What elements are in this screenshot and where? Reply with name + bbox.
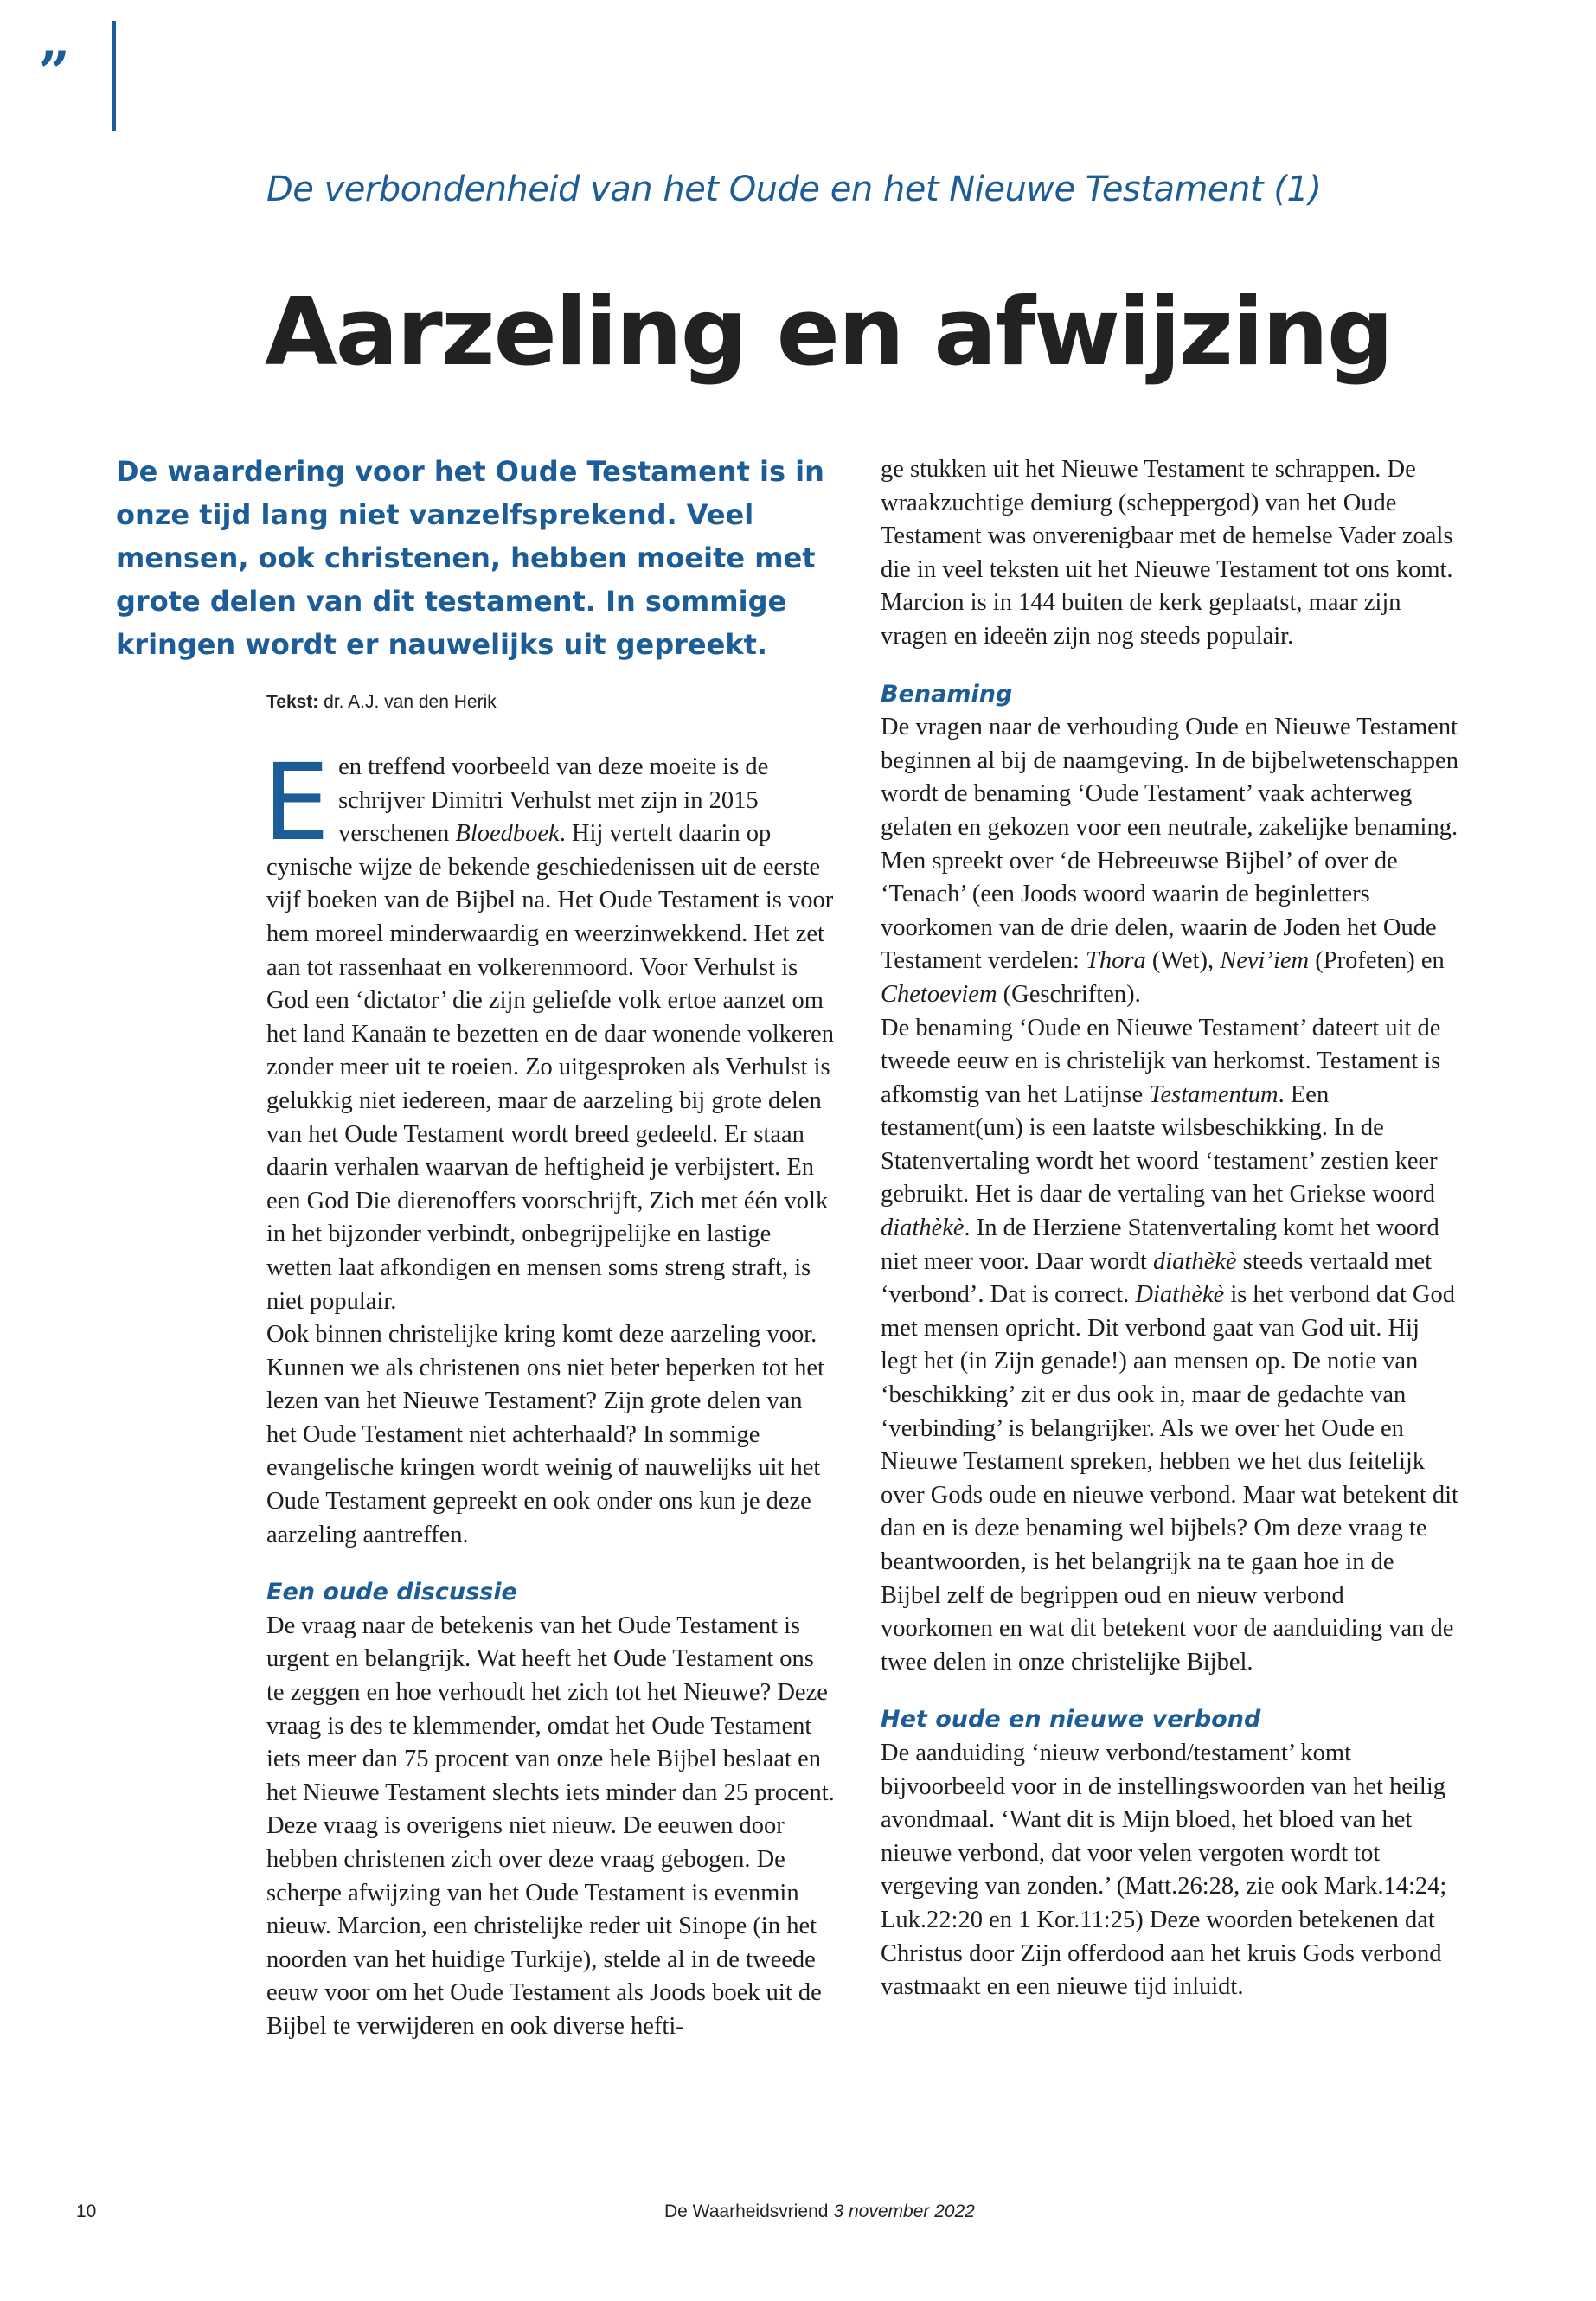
body-paragraph (881, 1012, 1460, 1680)
paragraph-text: . Een testament(um) is een laatste wilsbeschikking. In de Statenvertaling wordt het woord ‘testament’ zestien keer gebruikt. Het is daar de vertaling van het Griekse woord (881, 1080, 1438, 1208)
body-paragraph (263, 741, 837, 1318)
term: Diathèkè (1135, 1281, 1225, 1309)
lead-paragraph: De waardering voor het Oude Testament is in onze tijd lang niet vanzelfsprekend. Veel mensen, ook christenen, hebben moeite met grote delen van dit testament. In sommige kringen wordt er nauwelijks uit gepreekt. (116, 455, 824, 661)
section-heading: Benaming (881, 680, 1013, 708)
paragraph-text: De benaming ‘Oude en Nieuwe Testament’ dateert uit de tweede eeuw en is christelijk van herkomst. Testament is afkomstig van het Latijnse (881, 1014, 1441, 1108)
magazine-name: De Waarheidsvriend (664, 2202, 829, 2221)
paragraph-text: . Hij vertelt daarin op cynische wijze de bekende geschiedenissen uit de eerste vijf boeken van de Bijbel na. Het Oude Testament is voor hem moreel minderwaardig en weerzinwekkend. Het zet aan tot rassenhaat en volkerenmoord. Voor Verhulst is God een ‘dictator’ die zijn geliefde volk ertoe aanzet om het land Kanaän te bezetten en de daar wonende volkeren zonder meer uit te roeien. Zo uitgesproken als Verhulst is gelukkig niet iedereen, maar de aarzeling bij grote delen van het Oude Testament wordt breed gedeeld. Er staan daarin verhalen waarvan de heftigheid je verbijstert. En een God Die dierenoffers voorschrijft, Zich met één volk in het bijzonder verbindt, onbegrijpelijke en lastige wetten laat afkondigen en mensen soms streng straft, is niet populair. (266, 820, 834, 1315)
paragraph-text: . In de Herziene Statenvertaling komt het woord niet meer voor. Daar wordt (881, 1215, 1439, 1275)
paragraph-text: en treffend voorbeeld van deze moeite is de schrijver Dimitri Verhulst met zijn in 2015 verschenen (338, 753, 769, 848)
page-number: 10 (76, 2202, 97, 2221)
paragraph-text: (Profeten) en (1309, 947, 1445, 975)
byline-author: dr. A.J. van den Herik (324, 692, 497, 712)
article-column-2 (881, 453, 1460, 2004)
byline-label: Tekst: (266, 692, 319, 712)
body-paragraph: De vraag naar de betekenis van het Oude Testament is urgent en belangrijk. Wat heeft het Oude Testament ons te zeggen en hoe verhoudt het zich tot het Nieuwe? Deze vraag is des te klemmender, omdat het Oude Testament iets meer dan 75 procent van onze hele Bijbel beslaat en het Nieuwe Testament slechts iets minder dan 25 procent. (266, 1612, 835, 1806)
term: Chetoeviem (881, 980, 997, 1008)
section-heading: Het oude en nieuwe verbond (881, 1706, 1261, 1734)
body-paragraph (881, 711, 1460, 1011)
paragraph-text: De vragen naar de verhouding Oude en Nieuwe Testament beginnen al bij de naamgeving. In de bijbelwetenschappen wordt de benaming ‘Oude Testament’ vaak achterweg gelaten en gekozen voor een neutrale, zakelijke benaming. Men spreekt over ‘de Hebreeuwse Bijbel’ of over de ‘Tenach’ (een Joods woord waarin de beginletters voorkomen van de drie delen, waarin de Joden het Oude Testament verdelen: (881, 714, 1458, 975)
section-heading: Een oude discussie (266, 1579, 517, 1606)
body-paragraph: Ook binnen christelijke kring komt deze aarzeling voor. Kunnen we als christenen ons niet beter beperken tot het lezen van het Nieuwe Testament? Zijn grote delen van het Oude Testament niet achterhaald? In sommige evangelische kringen wordt weinig of nauwelijks uit het Oude Testament gepreekt en ook onder ons kun je deze aarzeling aantreffen. (266, 1321, 824, 1548)
book-title: Bloedboek (455, 820, 560, 848)
term: Testamentum (1149, 1080, 1279, 1108)
term: Nevi’iem (1220, 947, 1310, 975)
paragraph-text: steeds vertaald met ‘verbond’. Dat is correct. (881, 1247, 1433, 1309)
issue-date: 3 november 2022 (833, 2202, 975, 2221)
article-column-1 (263, 741, 837, 2044)
drop-cap: E (263, 741, 330, 864)
paragraph-text: is het verbond dat God met mensen opricht. Dit verbond gaat van God uit. Hij legt het (in Zijn genade!) aan mensen op. De notie van ‘beschikking’ zit er dus ook in, maar de gedachte van ‘verbinding’ is belangrijker. Als we over het Oude en Nieuwe Testament spreken, hebben we het dus feitelijk over Gods oude en nieuwe verbond. Maar wat betekent dit dan en is deze benaming wel bijbels? Om deze vraag te beantwoorden, is het belangrijk na te gaan hoe in de Bijbel zelf de begrippen oud en nieuw verbond voorkomen en wat dit betekent voor de aanduiding van de twee delen in onze christelijke Bijbel. (881, 1281, 1458, 1676)
body-paragraph: ge stukken uit het Nieuwe Testament te schrappen. De wraakzuchtige demiurg (scheppergod) van het Oude Testament was onverenigbaar met de hemelse Vader zoals die in veel teksten uit het Nieuwe Testament tot ons komt. Marcion is in 144 buiten de kerk geplaatst, maar zijn vragen en ideeën zijn nog steeds populair. (881, 456, 1453, 650)
byline (266, 692, 497, 713)
series-title: De verbondenheid van het Oude en het Nieuwe Testament (1) (266, 170, 1322, 209)
page-title: Aarzeling en afwijzing (265, 279, 1393, 387)
body-paragraph: De aanduiding ‘nieuw verbond/testament’ komt bijvoorbeeld voor in de instellingswoorden van het heilig avondmaal. ‘Want dit is Mijn bloed, het bloed van het nieuwe verbond, dat voor velen vergoten wordt tot vergeving van zonden.’ (Matt.26:28, zie ook Mark.14:24; Luk.22:20 en 1 Kor.11:25) Deze woorden betekenen dat Christus door Zijn offerdood aan het kruis Gods verbond vastmaakt en een nieuwe tijd inluidt. (881, 1739, 1447, 2001)
term: Thora (1086, 947, 1146, 975)
term: diathèkè (881, 1215, 965, 1242)
body-paragraph: Deze vraag is overigens niet nieuw. De eeuwen door hebben christenen zich over deze vraag gebogen. De scherpe afwijzing van het Oude Testament is evenmin nieuw. Marcion, een christelijke reder uit Sinope (in het noorden van het huidige Turkije), stelde al in de tweede eeuw voor om het Oude Testament als Joods boek uit de Bijbel te verwijderen en ook diverse hefti- (266, 1812, 822, 2040)
section-divider (112, 21, 116, 131)
quote-icon: ” (38, 40, 70, 105)
paragraph-text: (Geschriften). (997, 980, 1141, 1008)
term: diathèkè (1152, 1247, 1237, 1275)
magazine-footer (664, 2202, 975, 2222)
paragraph-text: (Wet), (1145, 947, 1221, 975)
